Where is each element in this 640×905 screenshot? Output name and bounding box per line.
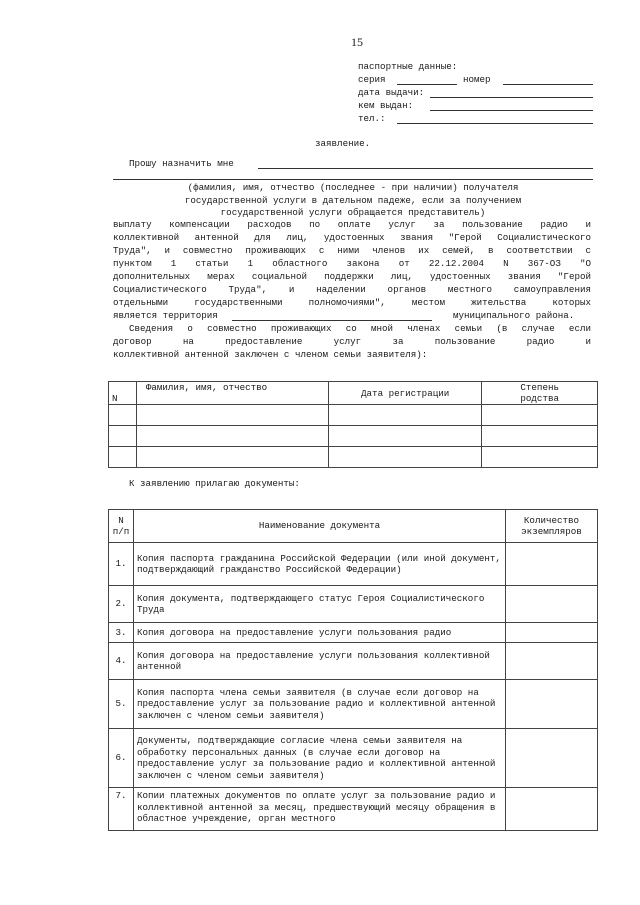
- header-number: N: [109, 382, 137, 405]
- row-index: 1.: [109, 543, 134, 586]
- table-row: [109, 543, 598, 586]
- row-document-name: Копия договора на предоставление услуги пользования радио: [134, 623, 506, 643]
- table-row: [109, 405, 598, 426]
- table-row: [109, 788, 598, 831]
- table-row: [109, 729, 598, 788]
- name-caption-line: государственной услуги в дательном падеже, если за получением: [184, 194, 522, 206]
- header-document-name: Наименование документа: [134, 510, 506, 543]
- passport-issued-by-label: кем выдан:: [358, 100, 414, 111]
- table-cell[interactable]: [328, 447, 481, 468]
- body-line: Труда", и совместно проживающих с ними членов их семей, в соответствии с: [113, 245, 591, 256]
- table-row: [109, 447, 598, 468]
- table-row: [109, 643, 598, 680]
- passport-series-field[interactable]: [397, 84, 457, 85]
- name-caption-line: государственной услуги обращается представитель): [220, 207, 486, 218]
- row-index: 3.: [109, 623, 134, 643]
- table-cell[interactable]: [482, 405, 598, 426]
- table-row: [109, 426, 598, 447]
- family-table-header: [109, 382, 598, 405]
- table-cell[interactable]: [109, 426, 137, 447]
- table-cell[interactable]: [482, 426, 598, 447]
- document-title: заявление.: [315, 138, 371, 149]
- territory-field[interactable]: [232, 320, 432, 321]
- row-copies[interactable]: [506, 643, 598, 680]
- passport-number-label: номер: [463, 74, 491, 85]
- body-line: выплату компенсации расходов по оплате услуг за пользование радио и: [113, 219, 591, 230]
- table-row: [109, 623, 598, 643]
- row-index: 6.: [109, 729, 134, 788]
- row-copies[interactable]: [506, 586, 598, 623]
- row-document-name: Документы, подтверждающие согласие члена семьи заявителя на обработку персональных данных (в случае если договор на предоставление услуг за пользование радио и коллективной антенной заключен с членом семьи заявителя): [134, 729, 506, 788]
- table-cell[interactable]: [482, 447, 598, 468]
- body-line: коллективной антенной для лиц, удостоенных звания "Герой Социалистического: [113, 232, 591, 243]
- table-cell[interactable]: [328, 426, 481, 447]
- row-copies[interactable]: [506, 543, 598, 586]
- body-line: пунктом 1 статьи 1 областного закона от 22.12.2004 N 367-ОЗ "О: [113, 258, 591, 269]
- row-document-name: Копии платежных документов по оплате услуг за пользование радио и коллективной антенной за месяц, предшествующий месяцу обращения в областное учреждение, орган местного: [134, 788, 506, 831]
- passport-series-label: серия: [358, 74, 386, 85]
- row-copies[interactable]: [506, 788, 598, 831]
- body-line: дополнительных мерах социальной поддержки лиц, удостоенных звания "Герой: [113, 271, 591, 282]
- table-cell[interactable]: [136, 426, 328, 447]
- row-document-name: Копия документа, подтверждающего статус Героя Социалистического Труда: [134, 586, 506, 623]
- family-intro-line: договор на предоставление услуг за пользование радио и: [113, 336, 591, 347]
- row-document-name: Копия договора на предоставление услуги пользования коллективной антенной: [134, 643, 506, 680]
- documents-table-header: [109, 510, 598, 543]
- row-document-name: Копия паспорта члена семьи заявителя (в случае если договор на предоставление услуг за пользование радио и коллективной антенной заключен с членом семьи заявителя): [134, 680, 506, 729]
- header-index: N п/п: [109, 510, 134, 543]
- body-line: отдельными государственными полномочиями", местом жительства которых: [113, 297, 591, 308]
- header-relation: Степень родства: [482, 382, 598, 405]
- body-line: Социалистического Труда", и наделении органов местного самоуправления: [113, 284, 591, 295]
- recipient-name-field-cont[interactable]: [113, 179, 593, 180]
- name-caption-line: (фамилия, имя, отчество (последнее - при наличии) получателя: [187, 182, 519, 193]
- passport-phone-field[interactable]: [397, 123, 593, 124]
- documents-intro: К заявлению прилагаю документы:: [129, 478, 300, 489]
- row-index: 7.: [109, 788, 134, 831]
- header-fio: [136, 382, 328, 405]
- table-row: [109, 586, 598, 623]
- family-intro-last: коллективной антенной заключен с членом семьи заявителя):: [113, 349, 428, 360]
- family-intro-line: Сведения о совместно проживающих со мной членах семьи (в случае если: [129, 323, 591, 334]
- row-index: 4.: [109, 643, 134, 680]
- page-number: 15: [351, 35, 363, 49]
- passport-issue-date-label: дата выдачи:: [358, 87, 425, 98]
- recipient-name-field[interactable]: [258, 168, 593, 169]
- header-registration-date: Дата регистрации: [328, 382, 481, 405]
- name-caption: [113, 182, 593, 220]
- family-table: [108, 381, 598, 468]
- passport-number-field[interactable]: [503, 84, 593, 85]
- header-fio-text: Фамилия, имя, отчество: [145, 382, 268, 393]
- passport-issue-date-field[interactable]: [430, 97, 593, 98]
- territory-label: является территория: [113, 310, 218, 321]
- row-copies[interactable]: [506, 623, 598, 643]
- table-cell[interactable]: [136, 447, 328, 468]
- request-label: Прошу назначить мне: [129, 158, 234, 169]
- passport-issued-by-field[interactable]: [430, 110, 593, 111]
- row-index: 2.: [109, 586, 134, 623]
- territory-suffix: муниципального района.: [453, 310, 575, 321]
- row-document-name: Копия паспорта гражданина Российской Федерации (или иной документ, подтверждающий гражданство Российской Федерации): [134, 543, 506, 586]
- documents-table: [108, 509, 598, 831]
- header-copies: Количество экземпляров: [506, 510, 598, 543]
- table-cell[interactable]: [328, 405, 481, 426]
- row-copies[interactable]: [506, 729, 598, 788]
- table-row: [109, 680, 598, 729]
- row-index: 5.: [109, 680, 134, 729]
- table-cell[interactable]: [109, 447, 137, 468]
- passport-header: паспортные данные:: [358, 61, 458, 72]
- row-copies[interactable]: [506, 680, 598, 729]
- table-cell[interactable]: [109, 405, 137, 426]
- passport-phone-label: тел.:: [358, 113, 386, 124]
- table-cell[interactable]: [136, 405, 328, 426]
